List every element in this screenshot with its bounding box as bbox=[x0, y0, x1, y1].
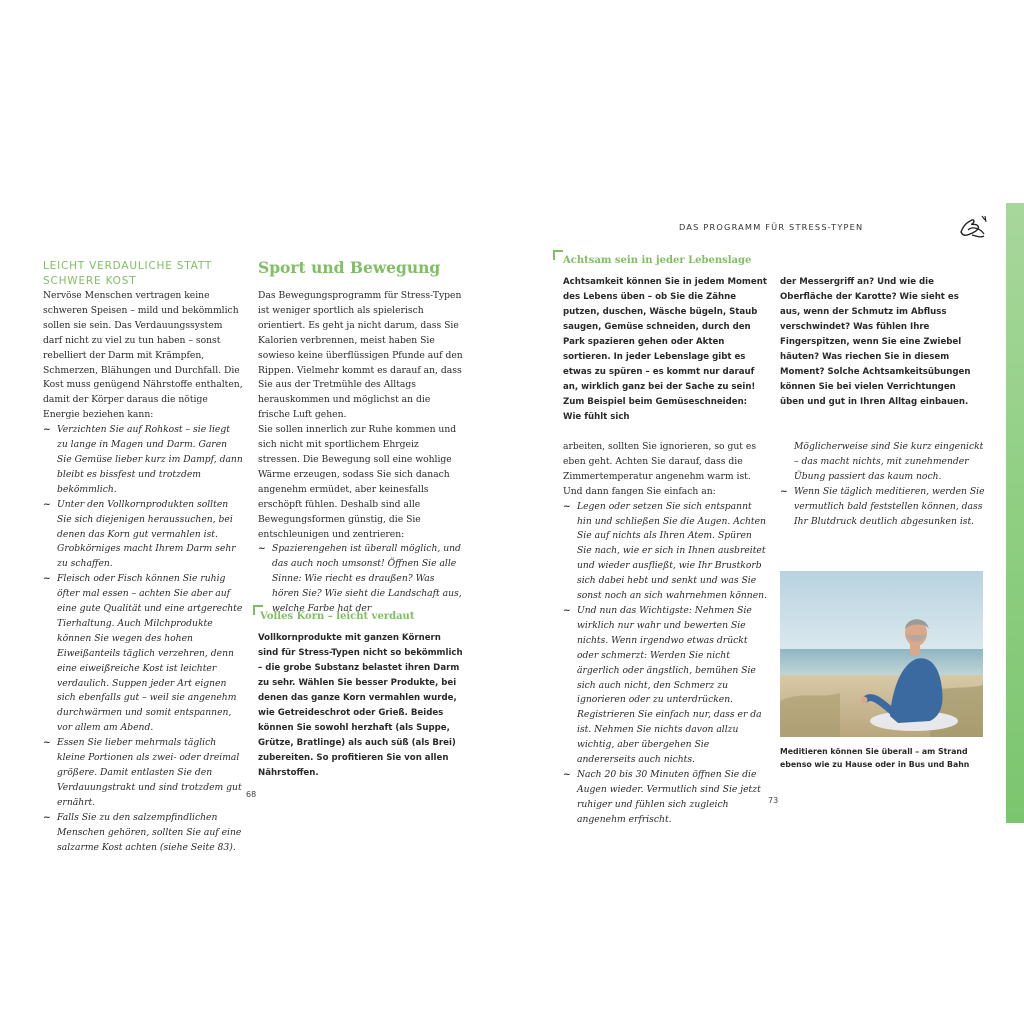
left-col2-body bbox=[258, 289, 463, 617]
list-item: ~ Unter den Vollkornprodukten sollten Sie sich diejenigen heraussuchen, bei denen das Korn gut vermahlen ist. Grobkörniges macht Ihrem Darm sehr zu schaffen. bbox=[43, 498, 243, 573]
list-item: ~ Falls Sie zu den salzempfindlichen Menschen gehören, sollten Sie auf eine salzarme Kost achten (siehe Seite 83). bbox=[43, 811, 243, 856]
continuation-text: Möglicherweise sind Sie kurz eingenickt – das macht nichts, mit zunehmender Übung passiert das kaum noch. bbox=[794, 441, 984, 482]
box-text-mindful-col1: Achtsamkeit können Sie in jedem Moment des Lebens üben – ob Sie die Zähne putzen, duschen, Wäsche bügeln, Staub saugen, Gemüse schneiden, durch den Park spazieren gehen oder Akten sortieren. In jeder Lebenslage gibt es etwas zu spüren – es kommt nur darauf an, wirklich ganz bei der Sache zu sein! Zum Beispiel beim Gemüseschneiden: Wie fühlt sich bbox=[563, 277, 767, 422]
photo-caption: Meditieren können Sie überall – am Strand ebenso wie zu Hause oder in Bus und Bahn bbox=[780, 747, 970, 769]
meditation-intro: arbeiten, sollten Sie ignorieren, so gut es eben geht. Achten Sie darauf, dass die Zimmertemperatur angenehm warm ist. Und dann fangen Sie einfach an: bbox=[563, 441, 757, 497]
list-item: ~ Essen Sie lieber mehrmals täglich kleine Portionen als zwei- oder dreimal größere. Damit entlasten Sie den Verdauungstrakt und sind trotzdem gut ernährt. bbox=[43, 736, 243, 811]
sport-list bbox=[258, 542, 463, 617]
box-heading-whole-grain: Volles Korn – leicht verdaut bbox=[260, 611, 415, 622]
box-text-whole-grain: Vollkornprodukte mit ganzen Körnern sind für Stress-Typen nicht so bekömmlich – die grobe Substanz belastet ihren Darm zu sehr. Wählen Sie besser Produkte, bei denen das ganze Korn vermahlen wurde, wie Getreideschrot oder Grieß. Beides können Sie sowohl herzhaft (als Suppe, Grütze, Bratlinge) als auch süß (als Brei) zubereiten. So profitieren Sie von allen Nährstoffen. bbox=[258, 633, 463, 778]
list-item: ~ Und nun das Wichtigste: Nehmen Sie wirklich nur wahr und bewerten Sie nichts. Wenn irgendwo etwas drückt oder schmerzt: Werden Sie nicht ärgerlich oder ängstlich, bemühen Sie sich auch nicht, den Schmerz zu ignorieren oder zu unterdrücken. Registrieren Sie einfach nur, dass er da ist. Nehmen Sie nichts davon allzu wichtig, aber übergehen Sie andererseits auch nichts. bbox=[563, 604, 768, 768]
right-col2-body bbox=[780, 440, 985, 529]
left-col1-body bbox=[43, 289, 243, 855]
list-item: ~ Nach 20 bis 30 Minuten öffnen Sie die Augen wieder. Vermutlich sind Sie jetzt ruhiger und fühlen sich zugleich angenehm erfrischt. bbox=[563, 768, 768, 828]
right-col1-body bbox=[563, 440, 768, 828]
page-number-left: 68 bbox=[246, 790, 257, 799]
list-item: ~ Verzichten Sie auf Rohkost – sie liegt zu lange in Magen und Darm. Garen Sie Gemüse lieber kurz im Dampf, dann bleibt es bissfest und trotzdem bekömmlich. bbox=[43, 423, 243, 498]
running-header: DAS PROGRAMM FÜR STRESS-TYPEN bbox=[679, 222, 864, 232]
list-item: ~ Legen oder setzen Sie sich entspannt hin und schließen Sie die Augen. Achten Sie auf nichts als Ihren Atem. Spüren Sie nach, wie er sich in Ihnen ausbreitet und wieder ausfließt, wie Ihr Brustkorb sich dabei hebt und senkt und was Sie sonst noch an sich wahrnehmen können. bbox=[563, 500, 768, 604]
list-item: ~ Spazierengehen ist überall möglich, und das auch noch umsonst! Öffnen Sie alle Sinne: Wie riecht es draußen? Was hören Sie? Wie sieht die Landschaft aus, welche Farbe hat der bbox=[258, 542, 463, 617]
list-item: ~ Fleisch oder Fisch können Sie ruhig öfter mal essen – achten Sie aber auf eine gute Qualität und eine artgerechte Tierhaltung. Auch Milchprodukte können Sie wegen des hohen Eiweißanteils täglich verzehren, denn eine eiweißreiche Kost ist leichter verdaulich. Suppen jeder Art eignen sich ebenfalls gut – weil sie angenehm durchwärmen und somit entspannen, vor allem am Abend. bbox=[43, 572, 243, 736]
side-color-bar bbox=[1006, 203, 1024, 823]
list-item: ~ Wenn Sie täglich meditieren, werden Sie vermutlich bald feststellen können, dass Ihr Blutdruck deutlich abgesunken ist. bbox=[780, 485, 985, 530]
hands-icon bbox=[958, 214, 988, 242]
box-heading-mindful: Achtsam sein in jeder Lebenslage bbox=[563, 255, 752, 266]
sport-paragraph-1: Das Bewegungsprogramm für Stress-Typen ist weniger sportlich als spielerisch orientiert. Es geht ja nicht darum, dass Sie Kalorien verbrennen, meist haben Sie sowieso keine überflüssigen Pfunde auf den Rippen. Vielmehr kommt es darauf an, dass Sie aus der Tretmühle des Alltags herauskommen und möglichst an die frische Luft gehen. bbox=[258, 290, 463, 421]
section-heading-light-food: LEICHT VERDAULICHE STATT SCHWERE KOST bbox=[43, 260, 213, 287]
food-tips-list bbox=[43, 423, 243, 855]
meditation-steps-list bbox=[563, 500, 768, 828]
page-number-right: 73 bbox=[768, 796, 779, 805]
meditation-benefits-list bbox=[780, 485, 985, 530]
section-heading-sport: Sport und Bewegung bbox=[258, 258, 441, 277]
intro-paragraph: Nervöse Menschen vertragen keine schweren Speisen – mild und bekömmlich sollen sie sein. Das Verdauungssystem darf nicht zu viel zu tun haben – sonst rebelliert der Darm mit Krämpfen, Schmerzen, Blähungen und Durchfall. Die Kost muss genügend Nährstoffe enthalten, damit der Körper daraus die nötige Energie beziehen kann: bbox=[43, 290, 243, 421]
sport-paragraph-2: Sie sollen innerlich zur Ruhe kommen und sich nicht mit sportlichem Ehrgeiz stressen. Die Bewegung soll eine wohlige Wärme erzeugen, sodass Sie sich danach angenehm ermüdet, aber keinesfalls erschöpft fühlen. Deshalb sind alle Bewegungsformen günstig, die Sie entschleunigen und zentrieren: bbox=[258, 424, 457, 540]
box-text-mindful-col2: der Messergriff an? Und wie die Oberfläche der Karotte? Wie sieht es aus, wenn der Schmutz im Abfluss verschwindet? Was fühlen Ihre Fingerspitzen, wenn Sie eine Zwiebel häuten? Was riechen Sie in diesem Moment? Solche Achtsamkeitsübungen können Sie bei vielen Verrichtungen üben und gut in Ihren Alltag einbauen. bbox=[780, 277, 971, 407]
meditation-photo bbox=[780, 571, 983, 737]
box-corner-bracket bbox=[553, 250, 563, 260]
